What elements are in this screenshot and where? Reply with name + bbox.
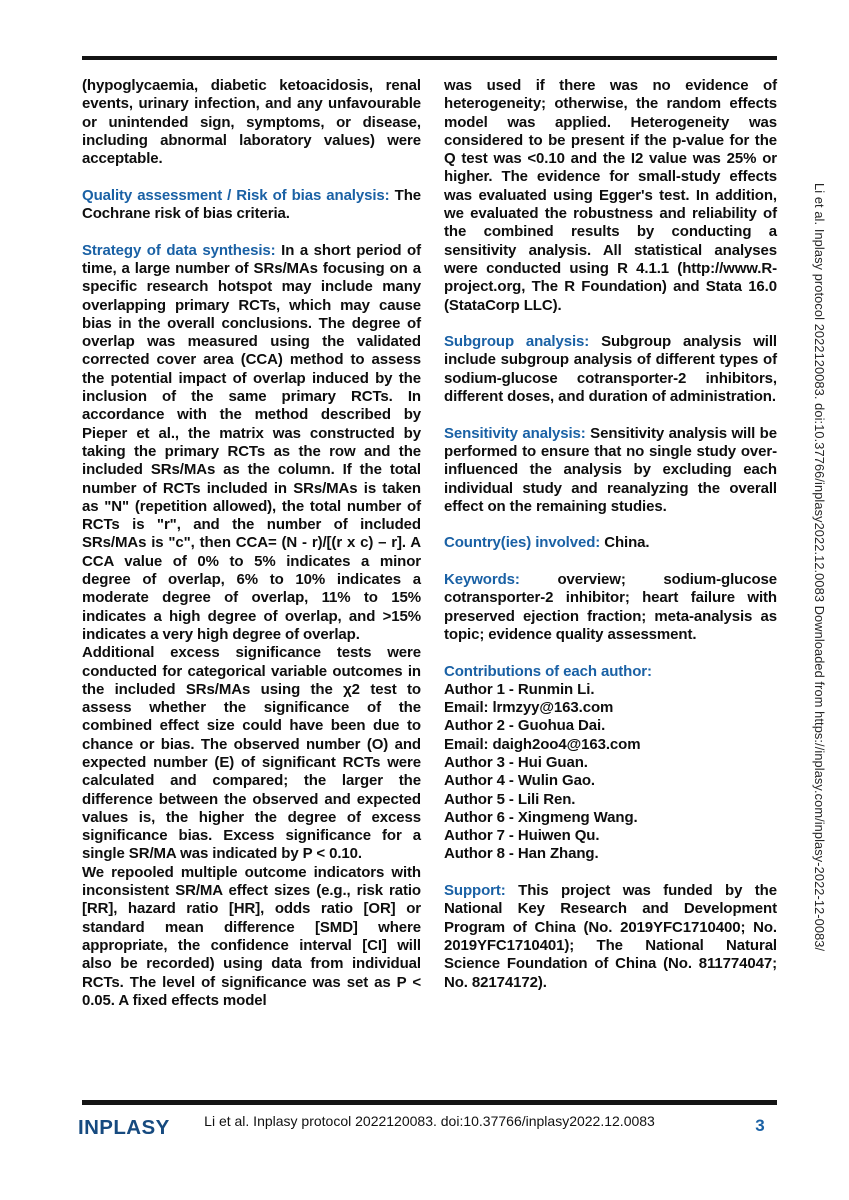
section-quality-assessment [82, 187, 421, 224]
section-contributions [444, 663, 777, 864]
section-text-country: China. [604, 534, 650, 552]
author-line: Author 8 - Han Zhang. [444, 845, 599, 863]
section-label-contributions: Contributions of each author: [444, 662, 652, 680]
section-label-country: Country(ies) involved: [444, 534, 601, 552]
author-line: Author 1 - Runmin Li. [444, 680, 595, 698]
footer-rule [82, 1100, 777, 1105]
continuation-text: was used if there was no evidence of heterogeneity; otherwise, the random effects model was applied. Heterogeneity was considered to be present if the p-value for the Q test was <0.10 and the I2 value was 25% or higher. The evidence for small-study effects was evaluated using Egger's test. In addition, we evaluated the robustness and reliability of the combined results by conducting a sensitivity analysis. All statistical analyses were conducted using R 4.1.1 (http://www.R-project.org, The R Foundation) and Stata 16.0 (StataCorp LLC). [444, 77, 777, 314]
right-column [444, 77, 777, 1010]
strategy-paragraph-3 [82, 864, 421, 1010]
section-label-subgroup: Subgroup analysis: [444, 333, 590, 351]
intro-text: (hypoglycaemia, diabetic ketoacidosis, renal events, urinary infection, and any unfavourable or unintended sign, symptoms, or disease, including abnormal laboratory values) were acceptable. [82, 77, 421, 168]
page-number: 3 [755, 1116, 765, 1135]
section-label-quality: Quality assessment / Risk of bias analysis: [82, 186, 390, 204]
section-text-support: This project was funded by the National Key Research and Development Program of China (No. 2019YFC1710400; No. 2019YFC1710401); The National Natural Science Foundation of China (No. 811774047; No. 82174172). [444, 882, 777, 991]
section-label-support: Support: [444, 882, 506, 900]
top-rule [82, 56, 777, 60]
author-email-line: Email: lrmzyy@163.com [444, 699, 614, 717]
strategy-paragraph-2 [82, 644, 421, 864]
author-line: Author 4 - Wulin Gao. [444, 772, 595, 790]
left-column [82, 77, 421, 1010]
section-text-subgroup: Subgroup analysis will include subgroup analysis of different types of sodium-glucose cotransporter-2 inhibitors, different doses, and duration of administration. [444, 333, 777, 406]
paragraph-continuation [444, 77, 777, 315]
section-keywords [444, 571, 777, 644]
author-line: Author 3 - Hui Guan. [444, 753, 588, 771]
section-subgroup [444, 333, 777, 406]
section-text-quality: The Cochrane risk of bias criteria. [82, 186, 421, 223]
section-strategy [82, 242, 421, 1010]
section-text-keywords: overview; sodium-glucose cotransporter-2 inhibitor; heart failure with preserved ejection fraction; meta-analysis as topic; evidence quality assessment. [444, 571, 777, 643]
inplasy-logo: INPLASY [78, 1116, 170, 1139]
strategy-text-2: Additional excess significance tests were conducted for categorical variable outcomes in the included SRs/MAs using the χ2 test to assess whether the significance of the combined effect size could have been due to chance or bias. The observed number (O) and expected number (E) of significant RCTs were calculated and compared; the larger the difference between the observed and expected values is, the higher the degree of excess significance bias. Excess significance for a single SR/MA was indicated by P < 0.10. [82, 644, 421, 863]
strategy-text-3: We repooled multiple outcome indicators with inconsistent SR/MA effect sizes (e.g., risk ratio [RR], hazard ratio [HR], odds ratio [OR] or standard mean difference [SMD] where appropriate, the confidence interval [CI] will also be recorded) using data from individual RCTs. The level of significance was set as P < 0.05. A fixed effects model [82, 863, 421, 1009]
section-country [444, 534, 777, 552]
strategy-paragraph-1 [82, 242, 421, 645]
author-line: Author 2 - Guohua Dai. [444, 717, 606, 735]
author-line: Author 5 - Lili Ren. [444, 790, 576, 808]
paragraph-intro [82, 77, 421, 168]
author-line: Author 7 - Huiwen Qu. [444, 827, 600, 845]
vertical-margin-citation: Li et al. Inplasy protocol 2022120083. doi:10.37766/inplasy2022.12.0083 Downloaded from https://inplasy.com/inplasy-2022-12-0083/ [812, 183, 827, 952]
section-support [444, 882, 777, 992]
section-label-sensitivity: Sensitivity analysis: [444, 424, 586, 442]
author-email-line: Email: daigh2oo4@163.com [444, 735, 641, 753]
author-line: Author 6 - Xingmeng Wang. [444, 808, 638, 826]
footer-citation: Li et al. Inplasy protocol 2022120083. doi:10.37766/inplasy2022.12.0083 [204, 1113, 655, 1129]
section-text-sensitivity: Sensitivity analysis will be performed to ensure that no single study over-influenced the analysis by excluding each individual study and reanalyzing the overall effect on the remaining studies. [444, 424, 777, 515]
strategy-text-1: In a short period of time, a large number of SRs/MAs focusing on a specific research hotspot may include many overlapping primary RCTs, which may cause bias in the overall conclusions. The degree of overlap was measured using the validated corrected cover area (CCA) method to assess the potential impact of overlap induced by the inclusion of the same primary RCTs. In accordance with the method described by Pieper et al., the matrix was constructed by taking the primary RCTs as the row and the included SRs/MAs as the column. If the total number of RCTs included in SRs/MAs is taken as "N" (repetition allowed), the total number of RCTs is "r", and the number of included SRs/MAs is "c", then CCA= (N - r)/[(r x c) – r]. A CCA value of 0% to 5% indicates a minor degree of overlap, 6% to 10% indicates a moderate degree of overlap, 11% to 15% indicates a high degree of overlap, and >15% indicates a very high degree of overlap. [82, 241, 421, 643]
section-label-strategy: Strategy of data synthesis: [82, 241, 276, 259]
section-label-keywords: Keywords: [444, 571, 520, 589]
page-body [82, 77, 777, 1010]
section-sensitivity [444, 425, 777, 516]
